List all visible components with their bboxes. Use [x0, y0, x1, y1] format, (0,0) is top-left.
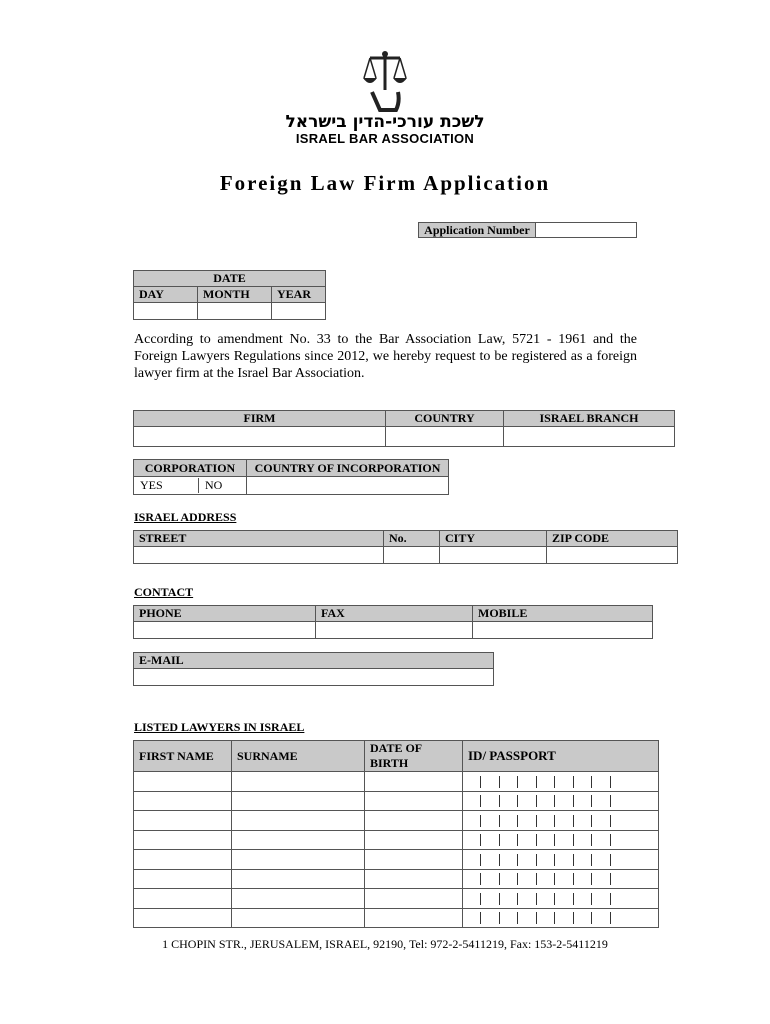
fax-header: FAX	[316, 606, 473, 622]
digit-separator	[517, 815, 518, 827]
digit-separator	[480, 834, 481, 846]
digit-separator	[554, 893, 555, 905]
digit-separator	[499, 834, 500, 846]
mobile-header: MOBILE	[473, 606, 653, 622]
digit-separator	[517, 834, 518, 846]
digit-separator	[499, 893, 500, 905]
yes-option[interactable]: YES	[134, 478, 199, 493]
digit-separator	[610, 873, 611, 885]
first-name-field[interactable]	[134, 791, 232, 811]
email-field[interactable]	[134, 669, 494, 686]
id-passport-field[interactable]	[463, 791, 659, 811]
email-table	[133, 652, 494, 686]
year-field[interactable]	[272, 303, 326, 320]
digit-separator	[610, 854, 611, 866]
digit-separator	[536, 854, 537, 866]
date-of-birth-header: DATE OF BIRTH	[365, 741, 463, 772]
digit-separator	[480, 795, 481, 807]
digit-separator	[536, 795, 537, 807]
digit-separator	[554, 795, 555, 807]
lawyer-row	[134, 908, 659, 928]
scales-of-justice-logo	[362, 50, 408, 114]
id-passport-field[interactable]	[463, 830, 659, 850]
digit-separator	[480, 873, 481, 885]
org-hebrew-name: לשכת עורכי-הדין בישראל	[285, 112, 485, 132]
mobile-field[interactable]	[473, 622, 653, 639]
digit-separator	[591, 795, 592, 807]
digit-separator	[536, 815, 537, 827]
lawyer-row	[134, 791, 659, 811]
first-name-field[interactable]	[134, 889, 232, 909]
digit-separator	[573, 893, 574, 905]
form-title: Foreign Law Firm Application	[219, 171, 551, 195]
day-field[interactable]	[134, 303, 198, 320]
surname-field[interactable]	[232, 791, 365, 811]
date-of-birth-field[interactable]	[365, 830, 463, 850]
digit-separator	[610, 912, 611, 924]
id-passport-header: ID/ PASSPORT	[463, 741, 659, 772]
surname-field[interactable]	[232, 811, 365, 831]
digit-separator	[573, 815, 574, 827]
digit-separator	[610, 776, 611, 788]
country-of-incorporation-field[interactable]	[247, 477, 449, 495]
first-name-field[interactable]	[134, 811, 232, 831]
digit-separator	[554, 776, 555, 788]
digit-separator	[573, 854, 574, 866]
digit-separator	[480, 776, 481, 788]
month-label: MONTH	[198, 287, 272, 303]
digit-separator	[536, 834, 537, 846]
digit-separator	[499, 873, 500, 885]
country-header: COUNTRY	[386, 411, 504, 427]
date-of-birth-field[interactable]	[365, 908, 463, 928]
id-passport-field[interactable]	[463, 811, 659, 831]
city-header: CITY	[440, 531, 547, 547]
surname-field[interactable]	[232, 850, 365, 870]
firm-field[interactable]	[134, 427, 386, 447]
id-passport-field[interactable]	[463, 908, 659, 928]
digit-separator	[480, 815, 481, 827]
digit-separator	[573, 834, 574, 846]
no-header: No.	[384, 531, 440, 547]
id-passport-field[interactable]	[463, 772, 659, 792]
id-passport-field[interactable]	[463, 889, 659, 909]
intro-paragraph: According to amendment No. 33 to the Bar Association Law, 5721 - 1961 and the Foreign Lawyers Regulations since 2012, we hereby request to be registered as a foreign lawyer firm at the Israel Bar Association.	[134, 332, 637, 381]
digit-separator	[591, 893, 592, 905]
application-number-label: Application Number	[418, 222, 536, 238]
digit-separator	[610, 834, 611, 846]
digit-separator	[591, 912, 592, 924]
fax-field[interactable]	[316, 622, 473, 639]
digit-separator	[610, 815, 611, 827]
lawyers-table	[133, 740, 659, 928]
digit-separator	[554, 815, 555, 827]
digit-separator	[554, 834, 555, 846]
first-name-field[interactable]	[134, 869, 232, 889]
street-header: STREET	[134, 531, 384, 547]
digit-separator	[554, 912, 555, 924]
digit-separator	[573, 795, 574, 807]
date-of-birth-field[interactable]	[365, 850, 463, 870]
digit-separator	[610, 893, 611, 905]
digit-separator	[499, 854, 500, 866]
lawyer-row	[134, 772, 659, 792]
digit-separator	[517, 854, 518, 866]
no-field[interactable]	[384, 547, 440, 564]
street-field[interactable]	[134, 547, 384, 564]
firm-header: FIRM	[134, 411, 386, 427]
lawyer-row	[134, 869, 659, 889]
day-label: DAY	[134, 287, 198, 303]
digit-separator	[536, 873, 537, 885]
id-passport-field[interactable]	[463, 850, 659, 870]
id-passport-field[interactable]	[463, 869, 659, 889]
surname-field[interactable]	[232, 830, 365, 850]
zip-code-header: ZIP CODE	[547, 531, 678, 547]
listed-lawyers-title: LISTED LAWYERS IN ISRAEL	[134, 720, 305, 734]
israel-address-title: ISRAEL ADDRESS	[134, 510, 237, 524]
digit-separator	[573, 776, 574, 788]
digit-separator	[591, 834, 592, 846]
first-name-header: FIRST NAME	[134, 741, 232, 772]
digit-separator	[573, 912, 574, 924]
lawyer-row	[134, 830, 659, 850]
first-name-field[interactable]	[134, 850, 232, 870]
digit-separator	[499, 776, 500, 788]
digit-separator	[517, 795, 518, 807]
application-number-field[interactable]	[535, 222, 637, 238]
corporation-table	[133, 459, 449, 495]
digit-separator	[499, 795, 500, 807]
digit-separator	[517, 776, 518, 788]
digit-separator	[499, 815, 500, 827]
digit-separator	[480, 912, 481, 924]
footer-address: 1 CHOPIN STR., JERUSALEM, ISRAEL, 92190, Tel: 972-2-5411219, Fax: 153-2-5411219	[162, 937, 608, 951]
surname-field[interactable]	[232, 908, 365, 928]
first-name-field[interactable]	[134, 830, 232, 850]
month-field[interactable]	[198, 303, 272, 320]
digit-separator	[554, 854, 555, 866]
contact-title: CONTACT	[134, 585, 194, 599]
lawyer-row	[134, 850, 659, 870]
date-of-birth-field[interactable]	[365, 772, 463, 792]
digit-separator	[517, 873, 518, 885]
date-of-birth-field[interactable]	[365, 889, 463, 909]
email-header: E-MAIL	[134, 653, 494, 669]
phone-field[interactable]	[134, 622, 316, 639]
phone-header: PHONE	[134, 606, 316, 622]
first-name-field[interactable]	[134, 908, 232, 928]
address-table	[133, 530, 678, 564]
date-of-birth-field[interactable]	[365, 811, 463, 831]
digit-separator	[554, 873, 555, 885]
digit-separator	[591, 776, 592, 788]
no-option[interactable]: NO	[205, 478, 223, 492]
surname-field[interactable]	[232, 772, 365, 792]
org-english-name: ISRAEL BAR ASSOCIATION	[295, 131, 475, 146]
yes-no-cell	[134, 477, 247, 495]
date-table	[133, 270, 326, 320]
country-of-incorporation-header: COUNTRY OF INCORPORATION	[247, 460, 449, 477]
contact-table	[133, 605, 653, 639]
firm-table	[133, 410, 675, 447]
digit-separator	[536, 893, 537, 905]
israel-branch-field[interactable]	[504, 427, 675, 447]
city-field[interactable]	[440, 547, 547, 564]
digit-separator	[480, 854, 481, 866]
digit-separator	[591, 854, 592, 866]
date-label: DATE	[134, 271, 326, 287]
corporation-header: CORPORATION	[134, 460, 247, 477]
digit-separator	[480, 893, 481, 905]
year-label: YEAR	[272, 287, 326, 303]
digit-separator	[536, 776, 537, 788]
israel-branch-header: ISRAEL BRANCH	[504, 411, 675, 427]
country-field[interactable]	[386, 427, 504, 447]
zip-code-field[interactable]	[547, 547, 678, 564]
date-of-birth-field[interactable]	[365, 791, 463, 811]
digit-separator	[536, 912, 537, 924]
digit-separator	[573, 873, 574, 885]
digit-separator	[591, 873, 592, 885]
date-of-birth-field[interactable]	[365, 869, 463, 889]
digit-separator	[499, 912, 500, 924]
lawyer-row	[134, 811, 659, 831]
digit-separator	[517, 893, 518, 905]
digit-separator	[517, 912, 518, 924]
surname-field[interactable]	[232, 869, 365, 889]
digit-separator	[591, 815, 592, 827]
lawyer-row	[134, 889, 659, 909]
first-name-field[interactable]	[134, 772, 232, 792]
digit-separator	[610, 795, 611, 807]
surname-header: SURNAME	[232, 741, 365, 772]
surname-field[interactable]	[232, 889, 365, 909]
